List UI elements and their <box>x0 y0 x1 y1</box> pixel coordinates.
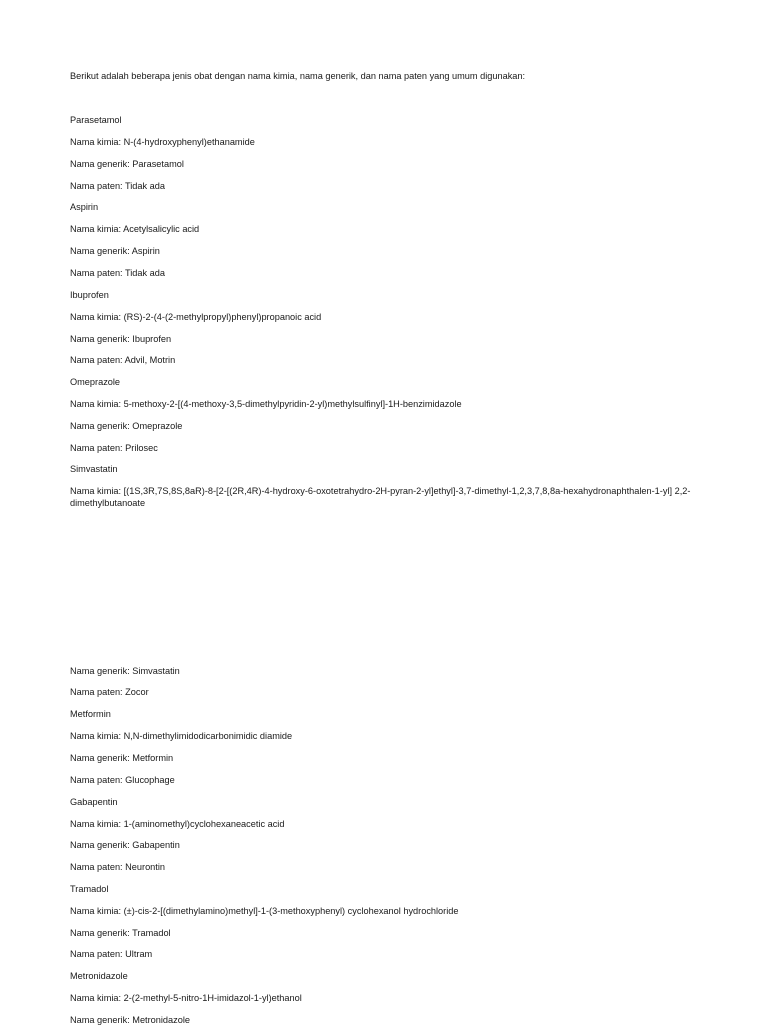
intro-text: Berikut adalah beberapa jenis obat dengan nama kimia, nama generik, dan nama paten yang umum digunakan: <box>70 71 526 81</box>
chemical-name-line: Nama kimia: Acetylsalicylic acid <box>70 224 200 234</box>
drug-name-parasetamol: Parasetamol <box>70 115 122 125</box>
chemical-name-line: Nama kimia: N-(4-hydroxyphenyl)ethanamide <box>70 137 255 147</box>
chemical-name-line: Nama kimia: N,N-dimethylimidodicarbonimidic diamide <box>70 731 293 741</box>
generic-name-line: Nama generik: Ibuprofen <box>70 334 172 344</box>
chemical-name-line: Nama kimia: 2-(2-methyl-5-nitro-1H-imidazol-1-yl)ethanol <box>70 993 302 1003</box>
chemical-name-line: Nama kimia: 1-(aminomethyl)cyclohexaneacetic acid <box>70 819 285 829</box>
generic-name-line: Nama generik: Metformin <box>70 753 174 763</box>
drug-name-metformin: Metformin <box>70 709 111 719</box>
generic-name-line: Nama generik: Aspirin <box>70 246 160 256</box>
generic-name-line: Nama generik: Gabapentin <box>70 840 180 850</box>
patent-name-line: Nama paten: Ultram <box>70 949 153 959</box>
generic-name-line: Nama generik: Parasetamol <box>70 159 184 169</box>
patent-name-line: Nama paten: Advil, Motrin <box>70 355 176 365</box>
generic-name-line: Nama generik: Metronidazole <box>70 1015 191 1025</box>
drug-name-metronidazole: Metronidazole <box>70 971 128 981</box>
generic-name-line: Nama generik: Tramadol <box>70 928 171 938</box>
patent-name-line: Nama paten: Tidak ada <box>70 181 165 191</box>
chemical-name-line: Nama kimia: (RS)-2-(4-(2-methylpropyl)phenyl)propanoic acid <box>70 312 322 322</box>
patent-name-line: Nama paten: Glucophage <box>70 775 175 785</box>
drug-name-gabapentin: Gabapentin <box>70 797 118 807</box>
drug-name-omeprazole: Omeprazole <box>70 377 121 387</box>
generic-name-line: Nama generik: Simvastatin <box>70 666 180 676</box>
generic-name-line: Nama generik: Omeprazole <box>70 421 183 431</box>
drug-name-aspirin: Aspirin <box>70 202 99 212</box>
patent-name-line: Nama paten: Tidak ada <box>70 268 165 278</box>
patent-name-line: Nama paten: Zocor <box>70 687 149 697</box>
drug-name-tramadol: Tramadol <box>70 884 109 894</box>
patent-name-line: Nama paten: Neurontin <box>70 862 165 872</box>
drug-name-simvastatin: Simvastatin <box>70 464 118 474</box>
chemical-name-line: Nama kimia: (±)-cis-2-[(dimethylamino)methyl]-1-(3-methoxyphenyl) cyclohexanol hydrochloride <box>70 906 459 916</box>
drug-name-ibuprofen: Ibuprofen <box>70 290 109 300</box>
patent-name-line: Nama paten: Prilosec <box>70 443 158 453</box>
chemical-name-line: Nama kimia: 5-methoxy-2-[(4-methoxy-3,5-dimethylpyridin-2-yl)methylsulfinyl]-1H-benzimidazole <box>70 399 462 409</box>
chemical-name-simvastatin: Nama kimia: [(1S,3R,7S,8S,8aR)-8-[2-[(2R,4R)-4-hydroxy-6-oxotetrahydro-2H-pyran-2-yl]ethyl]-3,7-dimethyl-1,2,3,7,8,8a-hexahydronaphthalen-1-yl] 2,2-dimethylbutanoate <box>70 486 691 508</box>
